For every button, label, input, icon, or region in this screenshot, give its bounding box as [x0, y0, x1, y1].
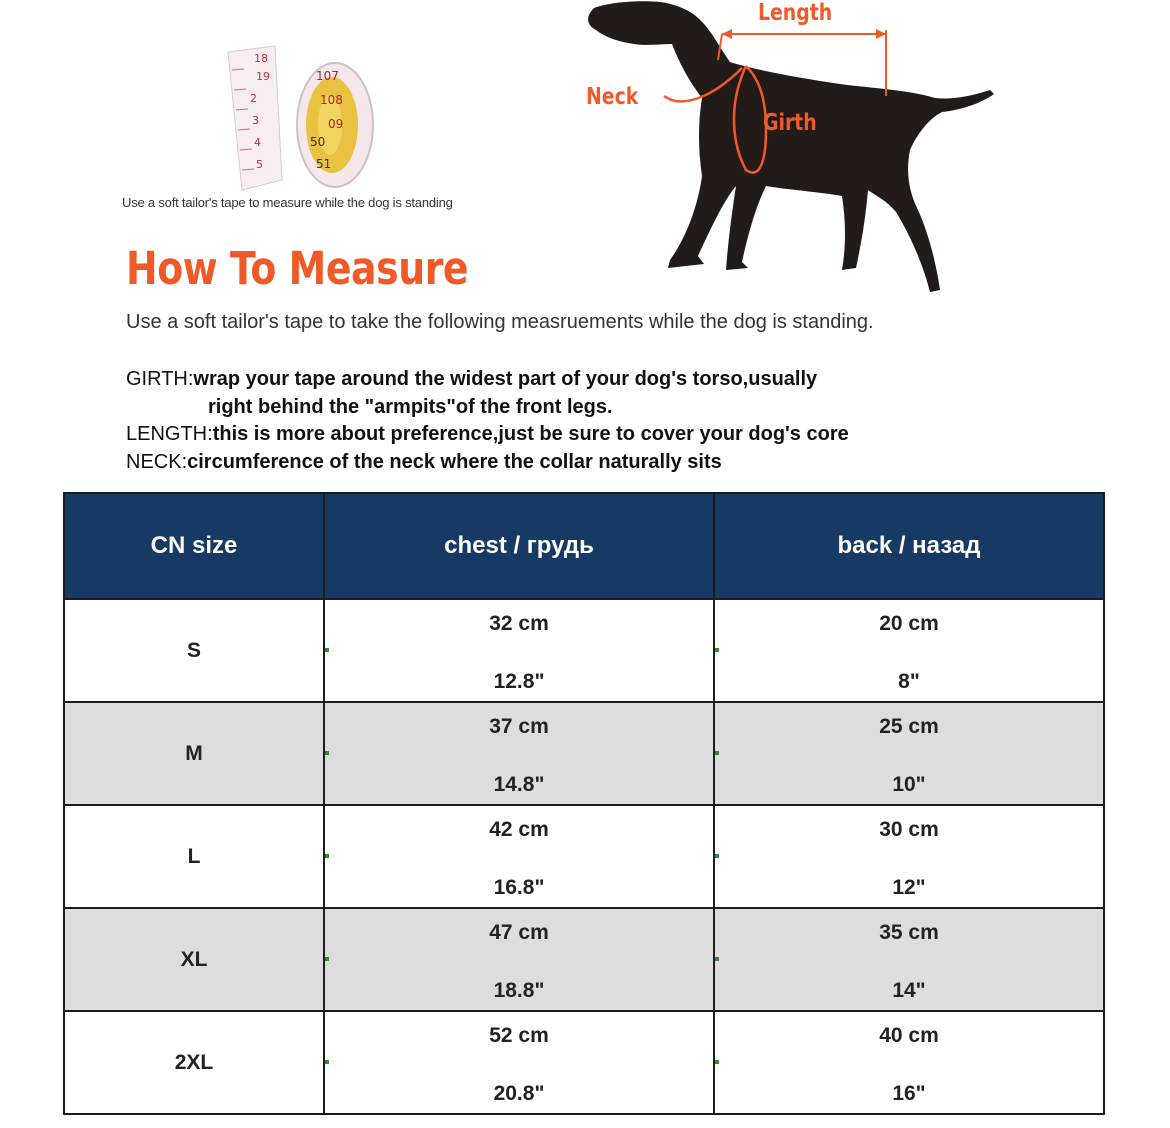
- tape-number: 18: [254, 52, 268, 65]
- table-row: [64, 599, 1104, 702]
- chest-cell: [324, 805, 714, 908]
- chest-in: 14.8": [493, 772, 545, 796]
- tape-number: 3: [252, 114, 259, 127]
- definition-desc: circumference of the neck where the collar naturally sits: [187, 450, 722, 473]
- chest-in: 16.8": [493, 875, 545, 899]
- back-cm: 40 cm: [879, 1023, 939, 1047]
- back-cell: [714, 599, 1104, 702]
- girth-definition: [126, 366, 849, 394]
- size-cell: S: [64, 599, 324, 702]
- back-cm: 20 cm: [879, 611, 939, 635]
- back-in: 16": [892, 1081, 926, 1105]
- chest-cell: [324, 702, 714, 805]
- size-cell: M: [64, 702, 324, 805]
- chest-in: 12.8": [493, 669, 545, 693]
- tape-caption: Use a soft tailor's tape to measure while the dog is standing: [122, 195, 453, 210]
- back-cell: [714, 702, 1104, 805]
- definition-term: NECK:: [126, 450, 188, 473]
- definition-desc: wrap your tape around the widest part of your dog's torso,usually: [193, 368, 818, 390]
- chest-cell: [324, 1011, 714, 1114]
- back-cm: 35 cm: [879, 920, 939, 944]
- chest-in: 20.8": [493, 1081, 545, 1105]
- back-cell: [714, 1011, 1104, 1114]
- definition-term: LENGTH:: [126, 423, 213, 445]
- size-chart-table: [63, 492, 1105, 1115]
- table-header-row: [64, 493, 1104, 599]
- chest-cm: 42 cm: [489, 817, 549, 841]
- back-in: 10": [892, 772, 926, 796]
- back-in: 8": [898, 669, 920, 693]
- length-label: Length: [758, 0, 833, 26]
- tape-number: 4: [254, 136, 261, 149]
- tape-number: 2: [250, 92, 257, 105]
- tape-number: 09: [328, 117, 344, 131]
- table-row: [64, 1011, 1104, 1114]
- chest-cm: 47 cm: [489, 920, 549, 944]
- tape-number: 50: [310, 135, 326, 149]
- definition-continuation: right behind the "armpits"of the front legs.: [208, 395, 613, 418]
- definition-desc: this is more about preference,just be sure to cover your dog's core: [212, 423, 849, 445]
- size-cell: XL: [64, 908, 324, 1011]
- tape-number: 5: [256, 158, 263, 171]
- tape-number: 107: [316, 69, 339, 83]
- back-cell: [714, 908, 1104, 1011]
- size-cell: 2XL: [64, 1011, 324, 1114]
- tape-number: 108: [320, 93, 343, 107]
- definition-term: GIRTH:: [126, 368, 194, 390]
- tape-measure-image: [220, 40, 380, 195]
- chest-cm: 52 cm: [489, 1023, 549, 1047]
- tape-number: 19: [256, 70, 270, 83]
- back-cell: [714, 805, 1104, 908]
- intro-text: Use a soft tailor's tape to take the following measruements while the dog is standing.: [126, 311, 874, 333]
- chest-in: 18.8": [493, 978, 545, 1002]
- back-cm: 25 cm: [879, 714, 939, 738]
- header-back: back / назад: [714, 493, 1104, 599]
- table-row: [64, 702, 1104, 805]
- chest-cm: 37 cm: [489, 714, 549, 738]
- neck-label: Neck: [586, 84, 639, 110]
- back-cm: 30 cm: [879, 817, 939, 841]
- back-in: 14": [892, 978, 926, 1002]
- chest-cell: [324, 908, 714, 1011]
- size-cell: L: [64, 805, 324, 908]
- table-row: [64, 805, 1104, 908]
- dog-silhouette-image: [580, 0, 1000, 305]
- measurement-definitions: [126, 366, 849, 476]
- neck-definition: [126, 449, 849, 477]
- header-chest: chest / грудь: [324, 493, 714, 599]
- tape-number: 51: [316, 157, 332, 171]
- back-in: 12": [892, 875, 926, 899]
- header-cn-size: CN size: [64, 493, 324, 599]
- length-definition: [126, 421, 849, 449]
- table-row: [64, 908, 1104, 1011]
- chest-cell: [324, 599, 714, 702]
- girth-label: Girth: [763, 110, 817, 136]
- chest-cm: 32 cm: [489, 611, 549, 635]
- page-title: How To Measure: [126, 242, 469, 295]
